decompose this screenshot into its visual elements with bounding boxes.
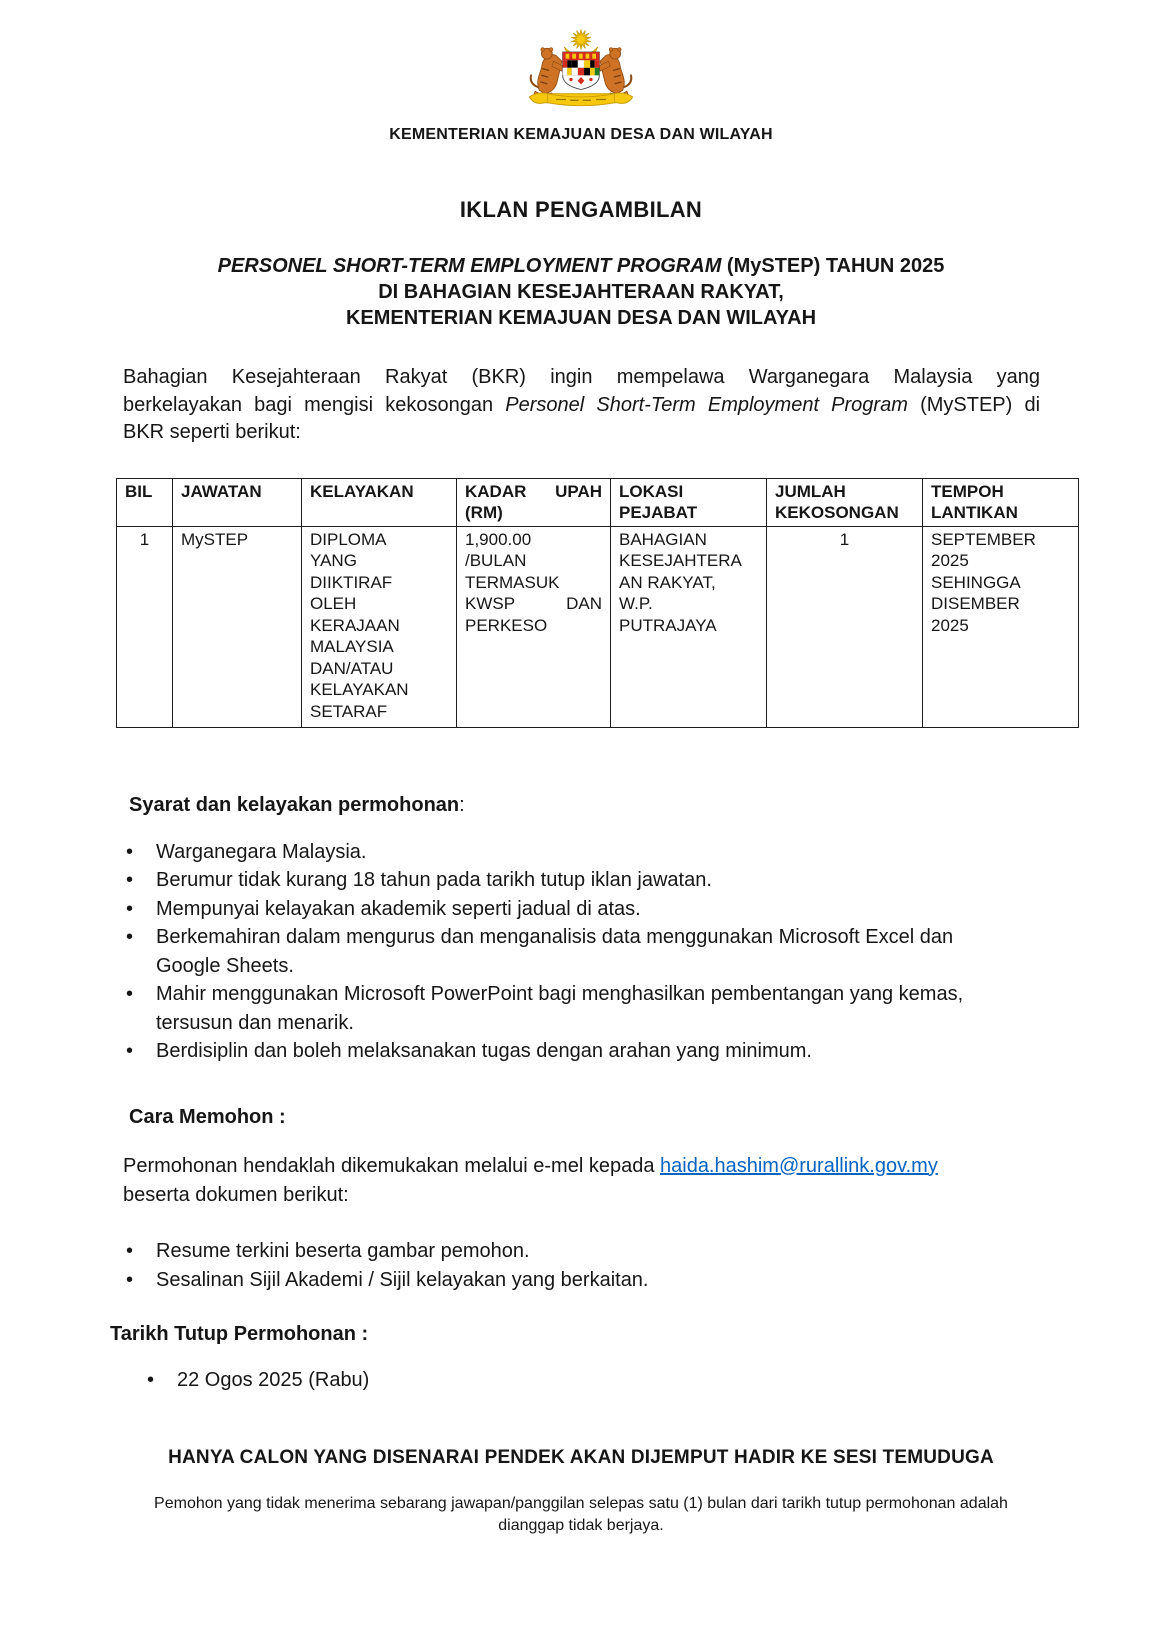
subtitle-line-1 [0,253,1162,279]
footer-note [0,1493,1162,1537]
column-header-kelayakan: KELAYAKAN [302,478,457,526]
shortlist-notice: HANYA CALON YANG DISENARAI PENDEK AKAN DIJEMPUT HADIR KE SESI TEMUDUGA [168,1446,994,1468]
cell-kadar-upah: 1,900.00 /BULAN TERMASUK KWSP DAN PERKESO [457,526,611,727]
column-header-kadar-upah: KADAR UPAH (RM) [457,478,611,526]
bullet-icon: • [126,983,134,1005]
requirements-list [123,838,1040,1066]
motto-ribbon-icon [529,93,632,106]
program-name: PERSONEL SHORT-TERM EMPLOYMENT PROGRAM [217,255,722,277]
bullet-icon: • [126,926,134,948]
closing-date-item: • 22 Ogos 2025 (Rabu) [144,1366,1040,1395]
document-subtitle [0,253,1162,331]
apply-line-1: Permohonan hendaklah dikemukakan melalui e-mel kepada haida.hashim@rurallink.gov.my [123,1154,938,1177]
intro-line-1: Bahagian Kesejahteraan Rakyat (BKR) ingin mempelawa Warganegara Malaysia yang [123,366,1040,388]
requirement-item: • Berdisiplin dan boleh melaksanakan tugas dengan arahan yang minimum. [123,1037,1040,1066]
shield-icon [563,52,600,90]
program-year: (MySTEP) TAHUN 2025 [726,255,945,277]
intro-line-3: BKR seperti berikut: [123,421,301,443]
cell-tempoh-lantikan: SEPTEMBER 2025 SEHINGGA DISEMBER 2025 [923,526,1079,727]
closing-date-heading: Tarikh Tutup Permohonan : [110,1322,369,1345]
requirement-item: • Berumur tidak kurang 18 tahun pada tarikh tutup iklan jawatan. [123,866,1040,895]
requirement-item: • Mahir menggunakan Microsoft PowerPoint bagi menghasilkan pembentangan yang kemas, tersusun dan menarik. [123,980,1040,1037]
ministry-name: KEMENTERIAN KEMAJUAN DESA DAN WILAYAH [389,126,773,143]
requirement-item: • Mempunyai kelayakan akademik seperti jadual di atas. [123,895,1040,924]
malaysia-coat-of-arms-logo [522,27,640,117]
column-header-jawatan: JAWATAN [173,478,302,526]
bullet-icon: • [147,1368,155,1391]
subtitle-line-3: KEMENTERIAN KEMAJUAN DESA DAN WILAYAH [345,307,817,329]
column-header-tempoh-lantikan: TEMPOH LANTIKAN [923,478,1079,526]
cell-bil: 1 [117,526,173,727]
intro-line-2-pre: berkelayakan bagi mengisi kekosongan [123,393,494,416]
application-email-link[interactable]: haida.hashim@rurallink.gov.my [660,1154,938,1177]
table-row [117,526,1079,727]
intro-paragraph [123,364,1040,447]
bullet-icon: • [126,897,134,920]
document-item: • Sesalinan Sijil Akademi / Sijil kelayakan yang berkaitan. [123,1266,1040,1295]
column-header-lokasi-pejabat: LOKASI PEJABAT [611,478,767,526]
intro-line-2 [123,392,1040,420]
tiger-supporter-icon [531,48,564,99]
vacancy-table [116,478,1079,728]
document-item: • Resume terkini beserta gambar pemohon. [123,1237,1040,1266]
subtitle-line-2: DI BAHAGIAN KESEJAHTERAAN RAKYAT, [378,281,784,303]
intro-program-name: Personel Short-Term Employment Program [505,393,908,416]
requirement-item: • Warganegara Malaysia. [123,838,1040,867]
cell-lokasi-pejabat: BAHAGIAN KESEJAHTERA AN RAKYAT, W.P. PUTRAJAYA [611,526,767,727]
bullet-icon: • [126,869,134,891]
bullet-icon: • [126,840,134,863]
federal-star-icon [571,30,591,50]
cell-jumlah-kekosongan: 1 [767,526,923,727]
how-to-apply-heading: Cara Memohon : [129,1105,286,1128]
cell-kelayakan: DIPLOMA YANG DIIKTIRAF OLEH KERAJAAN MALAYSIA DAN/ATAU KELAYAKAN SETARAF [302,526,457,727]
bullet-icon: • [126,1040,134,1062]
intro-line-2-post: (MySTEP) di [920,393,1041,416]
cell-jawatan: MySTEP [173,526,302,727]
requirement-item: • Berkemahiran dalam mengurus dan menganalisis data menggunakan Microsoft Excel dan Google Sheets. [123,923,1040,980]
footer-note-line-2: dianggap tidak berjaya. [498,1516,664,1534]
closing-date-list [144,1366,1040,1395]
bullet-icon: • [126,1268,134,1291]
apply-line-2: beserta dokumen berikut: [123,1183,349,1206]
how-to-apply-paragraph [123,1152,1040,1210]
documents-list [123,1237,1040,1295]
bullet-icon: • [126,1239,134,1262]
requirements-heading: Syarat dan kelayakan permohonan: [129,793,465,816]
page-title: IKLAN PENGAMBILAN [459,197,703,222]
footer-note-line-1: Pemohon yang tidak menerima sebarang jawapan/panggilan selepas satu (1) bulan dari tarikh tutup permohonan adalah [154,1494,1008,1512]
column-header-bil: BIL [117,478,173,526]
table-header-row [117,478,1079,526]
column-header-jumlah-kekosongan: JUMLAH KEKOSONGAN [767,478,923,526]
